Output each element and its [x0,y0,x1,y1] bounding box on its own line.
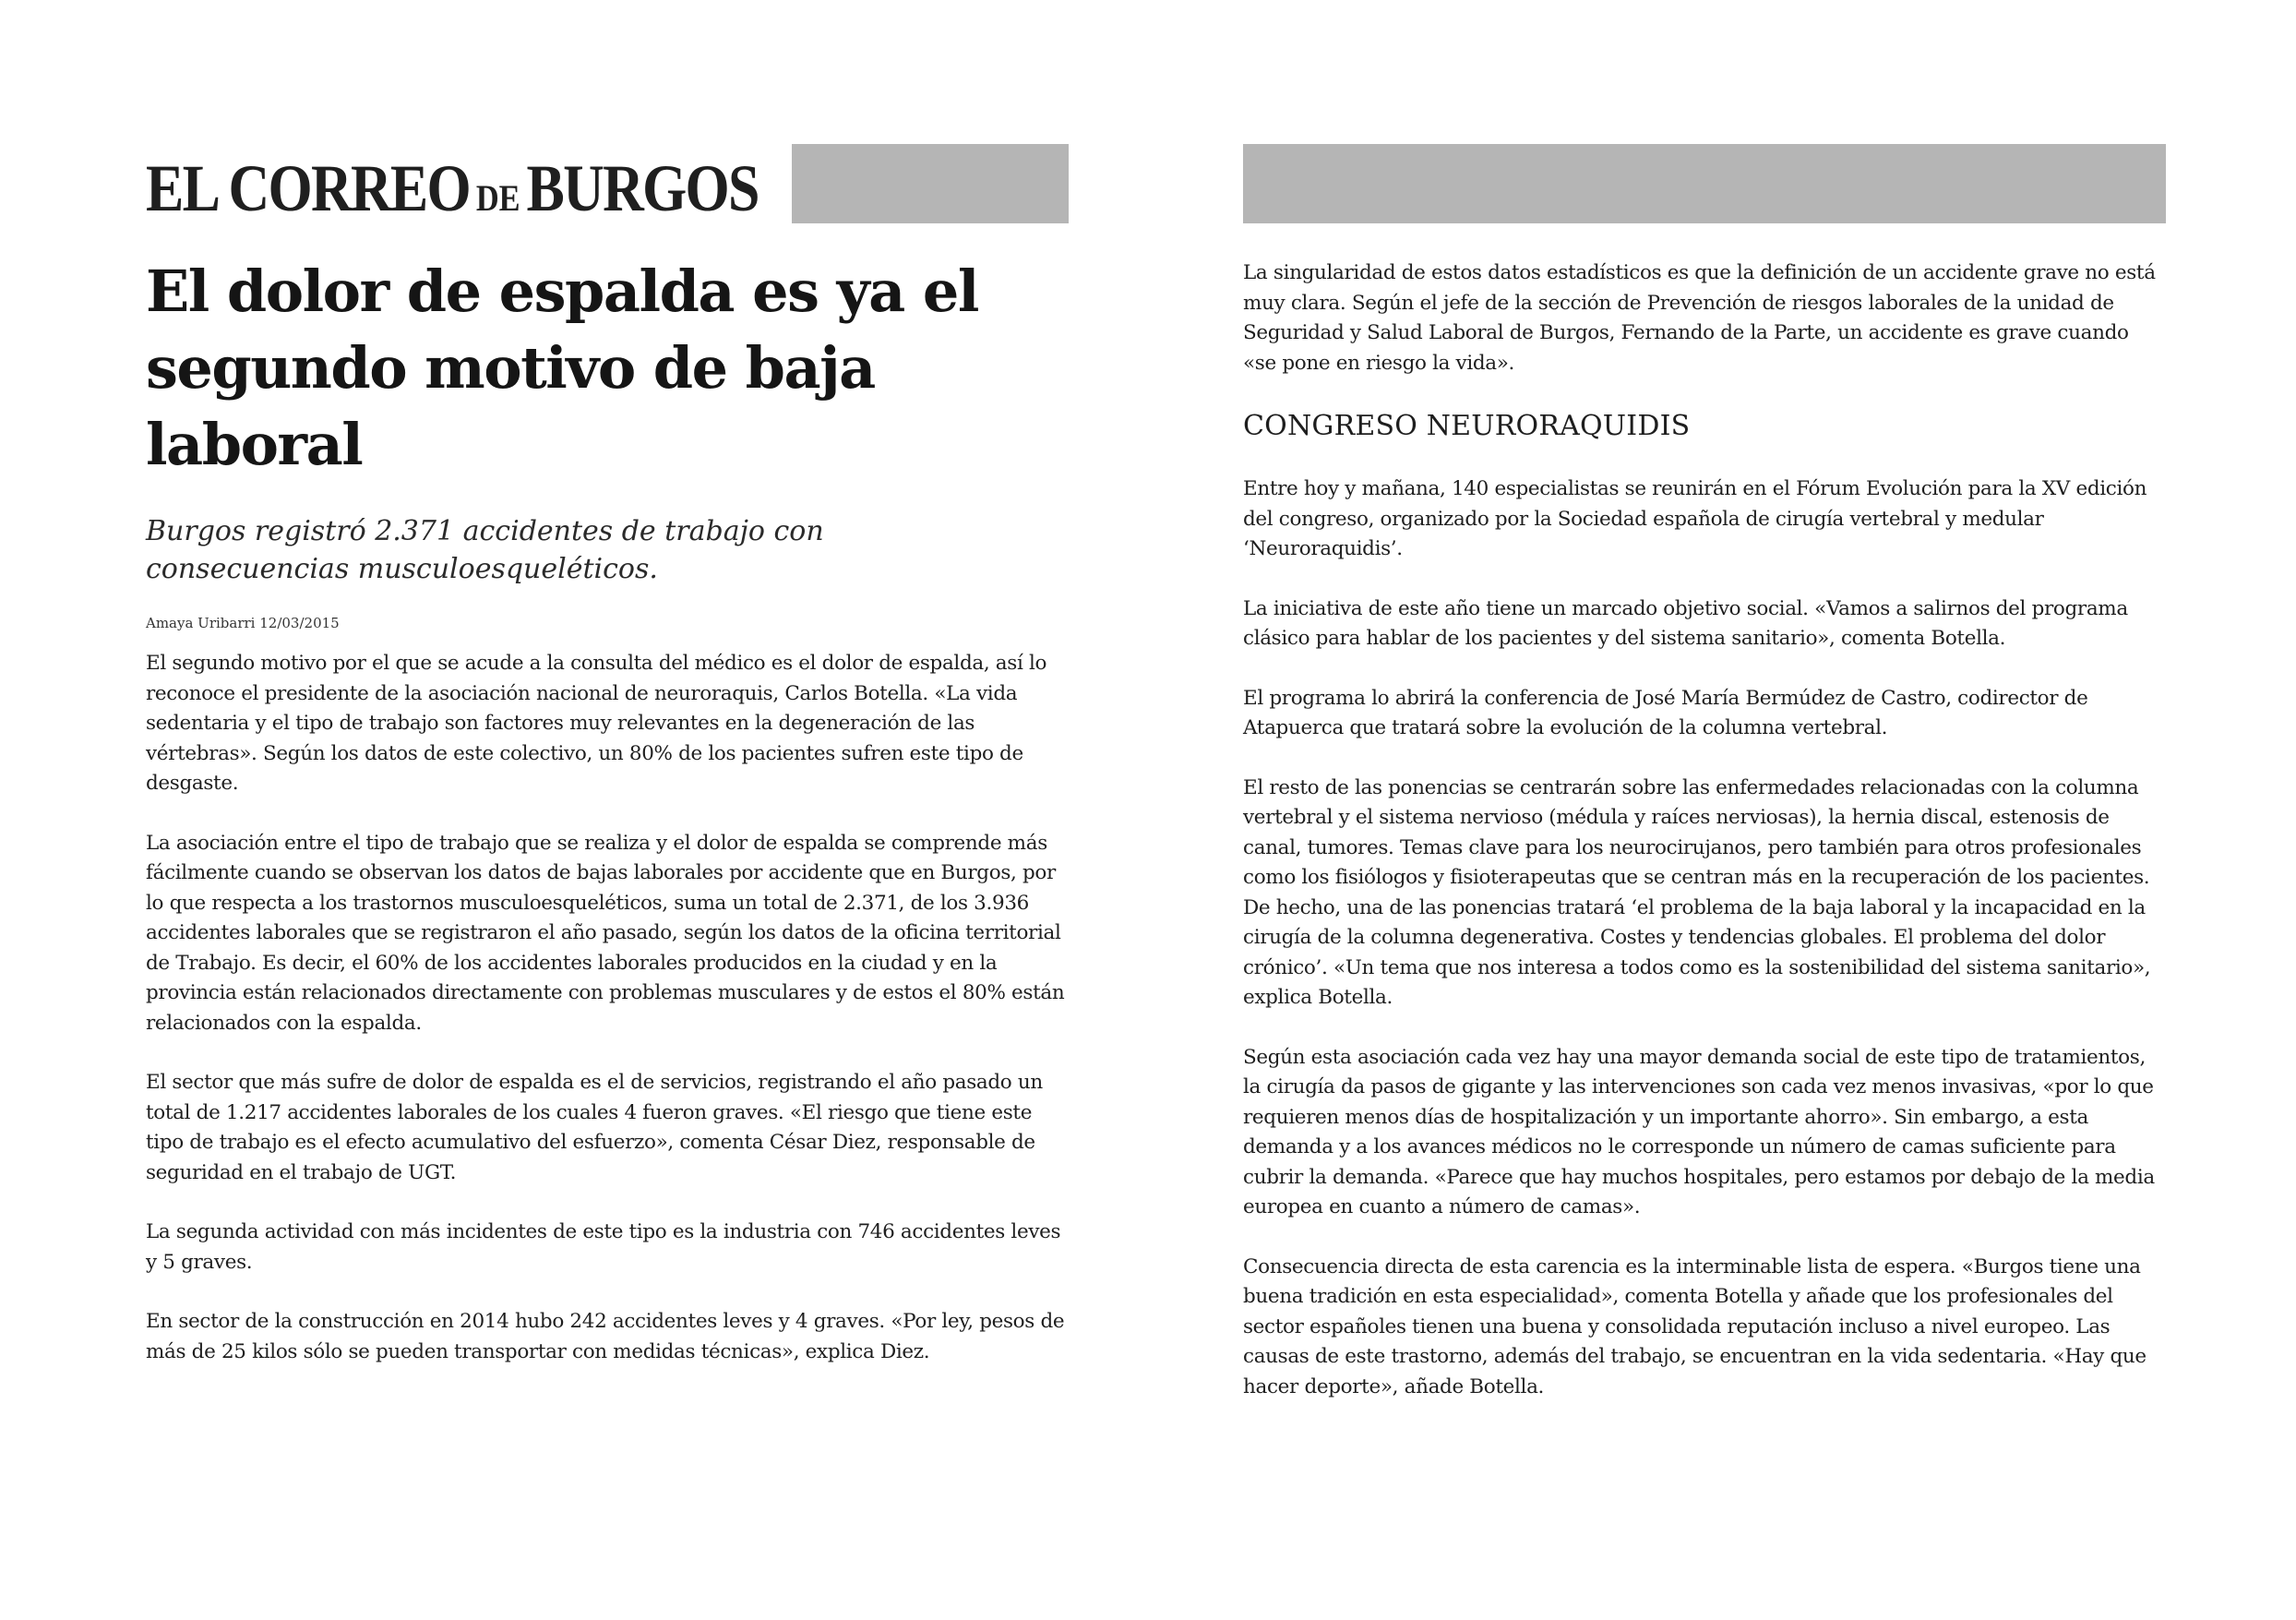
right-column-body [1243,258,2166,1402]
left-page [146,144,1069,1397]
right-header-row [1243,144,2166,223]
body-paragraph: Consecuencia directa de esta carencia es la interminable lista de espera. «Burgos tiene una buena tradición en esta especialidad», comenta Botella y añade que los profesionales del sector españoles tienen una buena y consolidada reputación incluso a nivel europeo. Las causas de este trastorno, además del trabajo, se encuentran en la vida sedentaria. «Hay que hacer deporte», añade Botella. [1243,1254,2147,1398]
masthead-row [146,144,1069,223]
newspaper-logo [146,151,759,225]
left-column-body [146,649,1069,1367]
body-paragraph: El programa lo abrirá la conferencia de José María Bermúdez de Castro, codirector de Atapuerca que tratará sobre la evolución de la columna vertebral. [1243,686,2088,739]
body-paragraph: El segundo motivo por el que se acude a la consulta del médico es el dolor de espalda, así lo reconoce el presidente de la asociación nacional de neuroraquis, Carlos Botella. «La vida sedentaria y el tipo de trabajo son factores muy relevantes en la degeneración de las vértebras». Según los datos de este colectivo, un 80% de los pacientes sufren este tipo de desgaste. [146,652,1047,795]
body-paragraph: El sector que más sufre de dolor de espalda es el de servicios, registrando el año pasado un total de 1.217 accidentes laborales de los cuales 4 fueron graves. «El riesgo que tiene este tipo de trabajo es el efecto acumulativo del esfuerzo», comenta César Diez, responsable de seguridad en el trabajo de UGT. [146,1071,1043,1184]
body-paragraph: La asociación entre el tipo de trabajo que se realiza y el dolor de espalda se comprende más fácilmente cuando se observan los datos de bajas laborales por accidente que en Burgos, por lo que respecta a los trastornos musculoesqueléticos, suma un total de 2.371, de los 3.936 accidentes laborales que se registraron el año pasado, según los datos de la oficina territorial de Trabajo. Es decir, el 60% de los accidentes laborales producidos en la ciudad y en la provincia están relacionados directamente con problemas musculares y de estos el 80% están relacionados con la espalda. [146,831,1065,1035]
header-placeholder-bar-right [1243,144,2166,223]
logo-part-de: DE [475,177,520,219]
article-headline: El dolor de espalda es ya el segundo motivo de baja laboral [146,258,978,478]
logo-part-burgos: BURGOS [526,151,759,225]
body-paragraph: La segunda actividad con más incidentes de este tipo es la industria con 746 accidentes leves y 5 graves. [146,1220,1061,1274]
header-placeholder-bar-left [792,144,1069,223]
body-paragraph: Entre hoy y mañana, 140 especialistas se reunirán en el Fórum Evolución para la XV edición del congreso, organizado por la Sociedad española de cirugía vertebral y medular ‘Neuroraquidis’. [1243,477,2147,560]
right-page [1243,144,2166,1432]
body-paragraph: El resto de las ponencias se centrarán sobre las enfermedades relacionadas con la columna vertebral y el sistema nervioso (médula y raíces nerviosas), la hernia discal, estenosis de canal, tumores. Temas clave para los neurocirujanos, pero también para otros profesionales como los fisiólogos y fisioterapeutas que se centran más en la recuperación de los pacientes. De hecho, una de las ponencias tratará ‘el problema de la baja laboral y la incapacidad en la cirugía de la columna degenerativa. Costes y tendencias globales. El problema del dolor crónico’. «Un tema que nos interesa a todos como es la sostenibilidad del sistema sanitario», explica Botella. [1243,775,2151,1009]
section-heading: CONGRESO NEURORAQUIDIS [1243,410,1691,442]
article-byline: Amaya Uribarri 12/03/2015 [146,615,340,631]
body-paragraph: La singularidad de estos datos estadísticos es que la definición de un accidente grave no está muy clara. Según el jefe de la sección de Prevención de riesgos laborales de la unidad de Seguridad y Salud Laboral de Burgos, Fernando de la Parte, un accidente es grave cuando «se pone en riesgo la vida». [1243,261,2156,375]
body-paragraph: La iniciativa de este año tiene un marcado objetivo social. «Vamos a salirnos del programa clásico para hablar de los pacientes y del sistema sanitario», comenta Botella. [1243,596,2128,650]
body-paragraph: Según esta asociación cada vez hay una mayor demanda social de este tipo de tratamientos, la cirugía da pasos de gigante y las intervenciones son cada vez menos invasivas, «por lo que requieren menos días de hospitalización y un importante ahorro». Sin embargo, a esta demanda y a los avances médicos no le corresponde un número de camas suficiente para cubrir la demanda. «Parece que hay muchos hospitales, pero estamos por debajo de la media europea en cuanto a número de camas». [1243,1045,2155,1218]
body-paragraph: En sector de la construcción en 2014 hubo 242 accidentes leves y 4 graves. «Por ley, pesos de más de 25 kilos sólo se pueden transportar con medidas técnicas», explica Diez. [146,1310,1065,1363]
logo-part-el-correo: EL CORREO [146,151,470,225]
article-subtitle: Burgos registró 2.371 accidentes de trabajo con consecuencias musculoesqueléticos. [146,515,824,585]
